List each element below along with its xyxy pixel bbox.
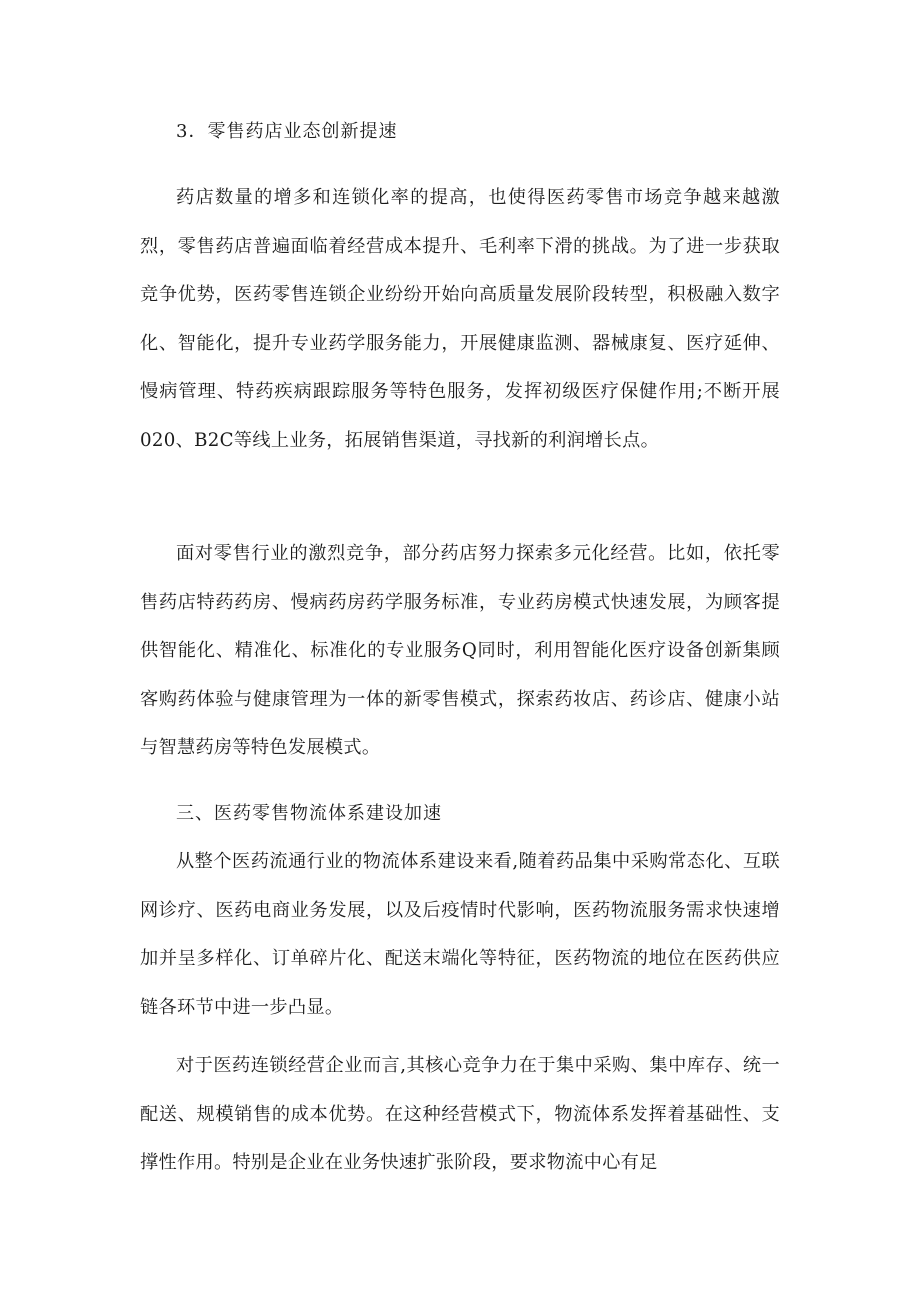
paragraph-retail-competition: 药店数量的增多和连锁化率的提高，也使得医药零售市场竞争越来越激烈，零售药店普遍面临着经营成本提升、毛利率下滑的挑战。为了进一步获取竞争优势，医药零售连锁企业纷纷开始向高质量发展阶段转型，积极融入数字化、智能化，提升专业药学服务能力，开展健康监测、器械康复、医疗延伸、慢病管理、特药疾病跟踪服务等特色服务，发挥初级医疗保健作用;不断开展020、B2C等线上业务，拓展销售渠道，寻找新的利润增长点。 bbox=[140, 187, 780, 451]
section-heading-retail-innovation: 3．零售药店业态创新提速 bbox=[176, 121, 398, 142]
paragraph-logistics-demand: 从整个医药流通行业的物流体系建设来看,随着药品集中采购常态化、互联网诊疗、医药电商业务发展，以及后疫情时代影响，医药物流服务需求快速增加并呈多样化、订单碎片化、配送末端化等特征，医药物流的地位在医药供应链各环节中进一步凸显。 bbox=[140, 851, 780, 1018]
paragraph-diversified-operation: 面对零售行业的激烈竞争，部分药店努力探索多元化经营。比如，依托零售药店特药药房、慢病药房药学服务标准，专业药房模式快速发展，为顾客提供智能化、精准化、标准化的专业服务Q同时，利用智能化医疗设备创新集顾客购药体验与健康管理为一体的新零售模式，探索药妆店、药诊店、健康小站与智慧药房等特色发展模式。 bbox=[140, 543, 780, 759]
paragraph-chain-enterprise: 对于医药连锁经营企业而言,其核心竞争力在于集中采购、集中库存、统一配送、规模销售的成本优势。在这种经营模式下，物流体系发挥着基础性、支撑性作用。特别是企业在业务快速扩张阶段，要求物流中心有足 bbox=[140, 1055, 780, 1174]
section-heading-logistics: 三、医药零售物流体系建设加速 bbox=[176, 803, 442, 824]
